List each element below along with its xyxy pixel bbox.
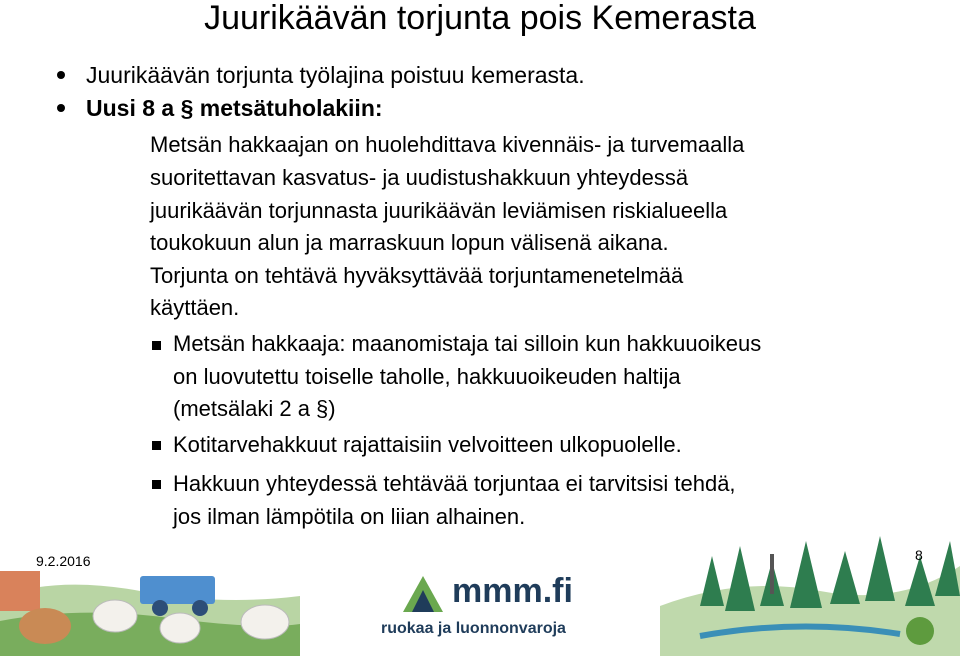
subbullet-line: Kotitarvehakkuut rajattaisiin velvoitteen ulkopuolelle. bbox=[173, 432, 682, 457]
subbullet-line: on luovutettu toiselle taholle, hakkuuoikeuden haltija bbox=[173, 364, 681, 389]
subbullet-line: Metsän hakkaaja: maanomistaja tai silloin kun hakkuuoikeus bbox=[173, 331, 762, 356]
paragraph-line: juurikäävän torjunnasta juurikäävän leviämisen riskialueella bbox=[150, 198, 728, 223]
paragraph-line: Torjunta on tehtävä hyväksyttävää torjuntamenetelmää bbox=[150, 263, 684, 288]
square-bullet-icon bbox=[152, 341, 161, 350]
logo-name: mmm.fi bbox=[452, 572, 573, 610]
cow-icon bbox=[19, 608, 71, 644]
tractor-wheel bbox=[192, 600, 208, 616]
barn-shape bbox=[0, 571, 40, 611]
bullet-2: Uusi 8 a § metsätuholakiin: bbox=[86, 95, 383, 121]
paragraph-line: käyttäen. bbox=[150, 295, 240, 320]
slide-title: Juurikäävän torjunta pois Kemerasta bbox=[204, 0, 756, 37]
subbullet-line: Hakkuun yhteydessä tehtävää torjuntaa ei tarvitsisi tehdä, bbox=[173, 471, 736, 496]
tower-icon bbox=[770, 554, 774, 594]
footer-date: 9.2.2016 bbox=[36, 553, 91, 569]
bullet-dot bbox=[57, 71, 65, 79]
subbullet-line: (metsälaki 2 a §) bbox=[173, 396, 336, 421]
sheep-icon bbox=[93, 600, 137, 632]
tractor-wheel bbox=[152, 600, 168, 616]
sheep-icon bbox=[241, 605, 289, 639]
sheep-icon bbox=[160, 613, 200, 643]
square-bullet-icon bbox=[152, 441, 161, 450]
bullet-1: Juurikäävän torjunta työlajina poistuu kemerasta. bbox=[86, 62, 585, 88]
bullet-dot bbox=[57, 104, 65, 112]
tractor-body bbox=[140, 576, 215, 604]
bush-shape bbox=[906, 617, 934, 645]
logo-tagline: ruokaa ja luonnonvaroja bbox=[381, 620, 566, 637]
paragraph-line: Metsän hakkaajan on huolehdittava kivennäis- ja turvemaalla bbox=[150, 132, 745, 157]
paragraph-line: suoritettavan kasvatus- ja uudistushakkuun yhteydessä bbox=[150, 165, 689, 190]
mmm-logo-icon bbox=[398, 572, 448, 622]
page-number: 8 bbox=[915, 547, 923, 563]
paragraph-line: toukokuun alun ja marraskuun lopun välisenä aikana. bbox=[150, 230, 669, 255]
subbullet-line: jos ilman lämpötila on liian alhainen. bbox=[173, 504, 526, 529]
square-bullet-icon bbox=[152, 480, 161, 489]
